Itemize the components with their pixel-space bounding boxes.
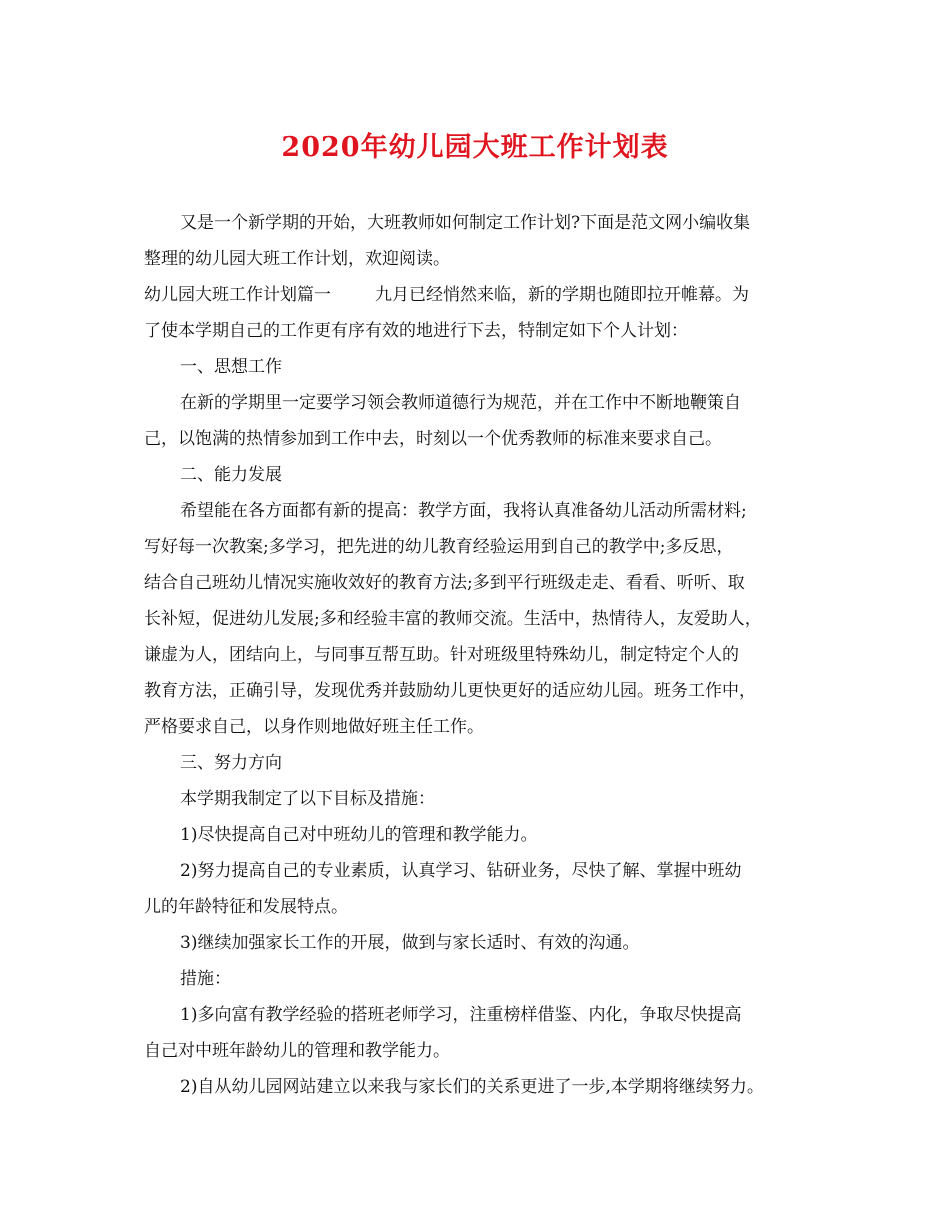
text-line [144,673,816,709]
text-line [144,385,816,421]
text-line [144,457,816,493]
text-line-content: 结合自己班幼儿情况实施收效好的教育方法;多到平行班级走走、看看、听听、取 [144,573,745,593]
text-line [144,493,816,529]
text-line [144,637,816,673]
text-line-content: 己，以饱满的热情参加到工作中去，时刻以一个优秀教师的标准来要求自己。 [144,429,722,449]
text-line [144,241,816,277]
text-line-content: 整理的幼儿园大班工作计划，欢迎阅读。 [144,249,450,269]
text-line [144,853,816,889]
text-line-content: 本学期我制定了以下目标及措施： [180,789,435,809]
text-line-content: 3)继续加强家长工作的开展，做到与家长适时、有效的沟通。 [180,933,640,953]
text-line [144,277,816,313]
text-line [144,349,816,385]
text-line-content: 1)尽快提高自己对中班幼儿的管理和教学能力。 [180,825,538,845]
document-title: 2020年幼儿园大班工作计划表 [281,132,669,163]
text-line [144,313,816,349]
text-line-content: 又是一个新学期的开始，大班教师如何制定工作计划?下面是范文网小编收集 [180,213,751,233]
text-line [144,925,816,961]
text-line-content: 希望能在各方面都有新的提高：教学方面，我将认真准备幼儿活动所需材料; [180,501,747,521]
text-line [144,205,816,241]
text-line-content: 儿的年龄特征和发展特点。 [144,897,348,917]
text-line [144,709,816,745]
text-line-content: 自己对中班年龄幼儿的管理和教学能力。 [144,1041,450,1061]
text-line-content: 了使本学期自己的工作更有序有效的地进行下去，特制定如下个人计划： [144,321,688,341]
text-line [144,421,816,457]
text-line-content: 一、思想工作 [180,357,282,377]
text-line [144,889,816,925]
document-body [144,205,816,1105]
text-line [144,1033,816,1069]
text-line-content: 1)多向富有教学经验的搭班老师学习，注重榜样借鉴、内化，争取尽快提高 [180,1005,742,1025]
text-line [144,817,816,853]
text-line-content: 三、努力方向 [180,753,282,773]
text-line-content: 教育方法，正确引导，发现优秀并鼓励幼儿更快更好的适应幼儿园。班务工作中， [144,681,756,701]
text-line [144,745,816,781]
text-line-continuation: 九月已经悄然来临，新的学期也随即拉开帷幕。为 [375,285,749,305]
text-line [144,781,816,817]
text-line-content: 在新的学期里一定要学习领会教师道德行为规范，并在工作中不断地鞭策自 [180,393,741,413]
text-line [144,1069,816,1105]
text-line [144,565,816,601]
text-line-content: 二、能力发展 [180,465,282,485]
text-line-content: 长补短，促进幼儿发展;多和经验丰富的教师交流。生活中，热情待人，友爱助人， [144,609,762,629]
text-line-content: 写好每一次教案;多学习，把先进的幼儿教育经验运用到自己的教学中;多反思， [144,537,734,557]
text-line-content: 谦虚为人，团结向上，与同事互帮互助。针对班级里特殊幼儿，制定特定个人的 [144,645,739,665]
text-line [144,601,816,637]
text-line-content: 严格要求自己，以身作则地做好班主任工作。 [144,717,484,737]
text-line-content: 2)努力提高自己的专业素质，认真学习、钻研业务，尽快了解、掌握中班幼 [180,861,742,881]
text-line-content: 2)自从幼儿园网站建立以来我与家长们的关系更进了一步,本学期将继续努力。 [180,1077,764,1097]
text-line [144,997,816,1033]
text-line [144,961,816,997]
text-line-content: 幼儿园大班工作计划篇一 [144,285,331,305]
text-line-content: 措施： [180,969,231,989]
text-line [144,529,816,565]
